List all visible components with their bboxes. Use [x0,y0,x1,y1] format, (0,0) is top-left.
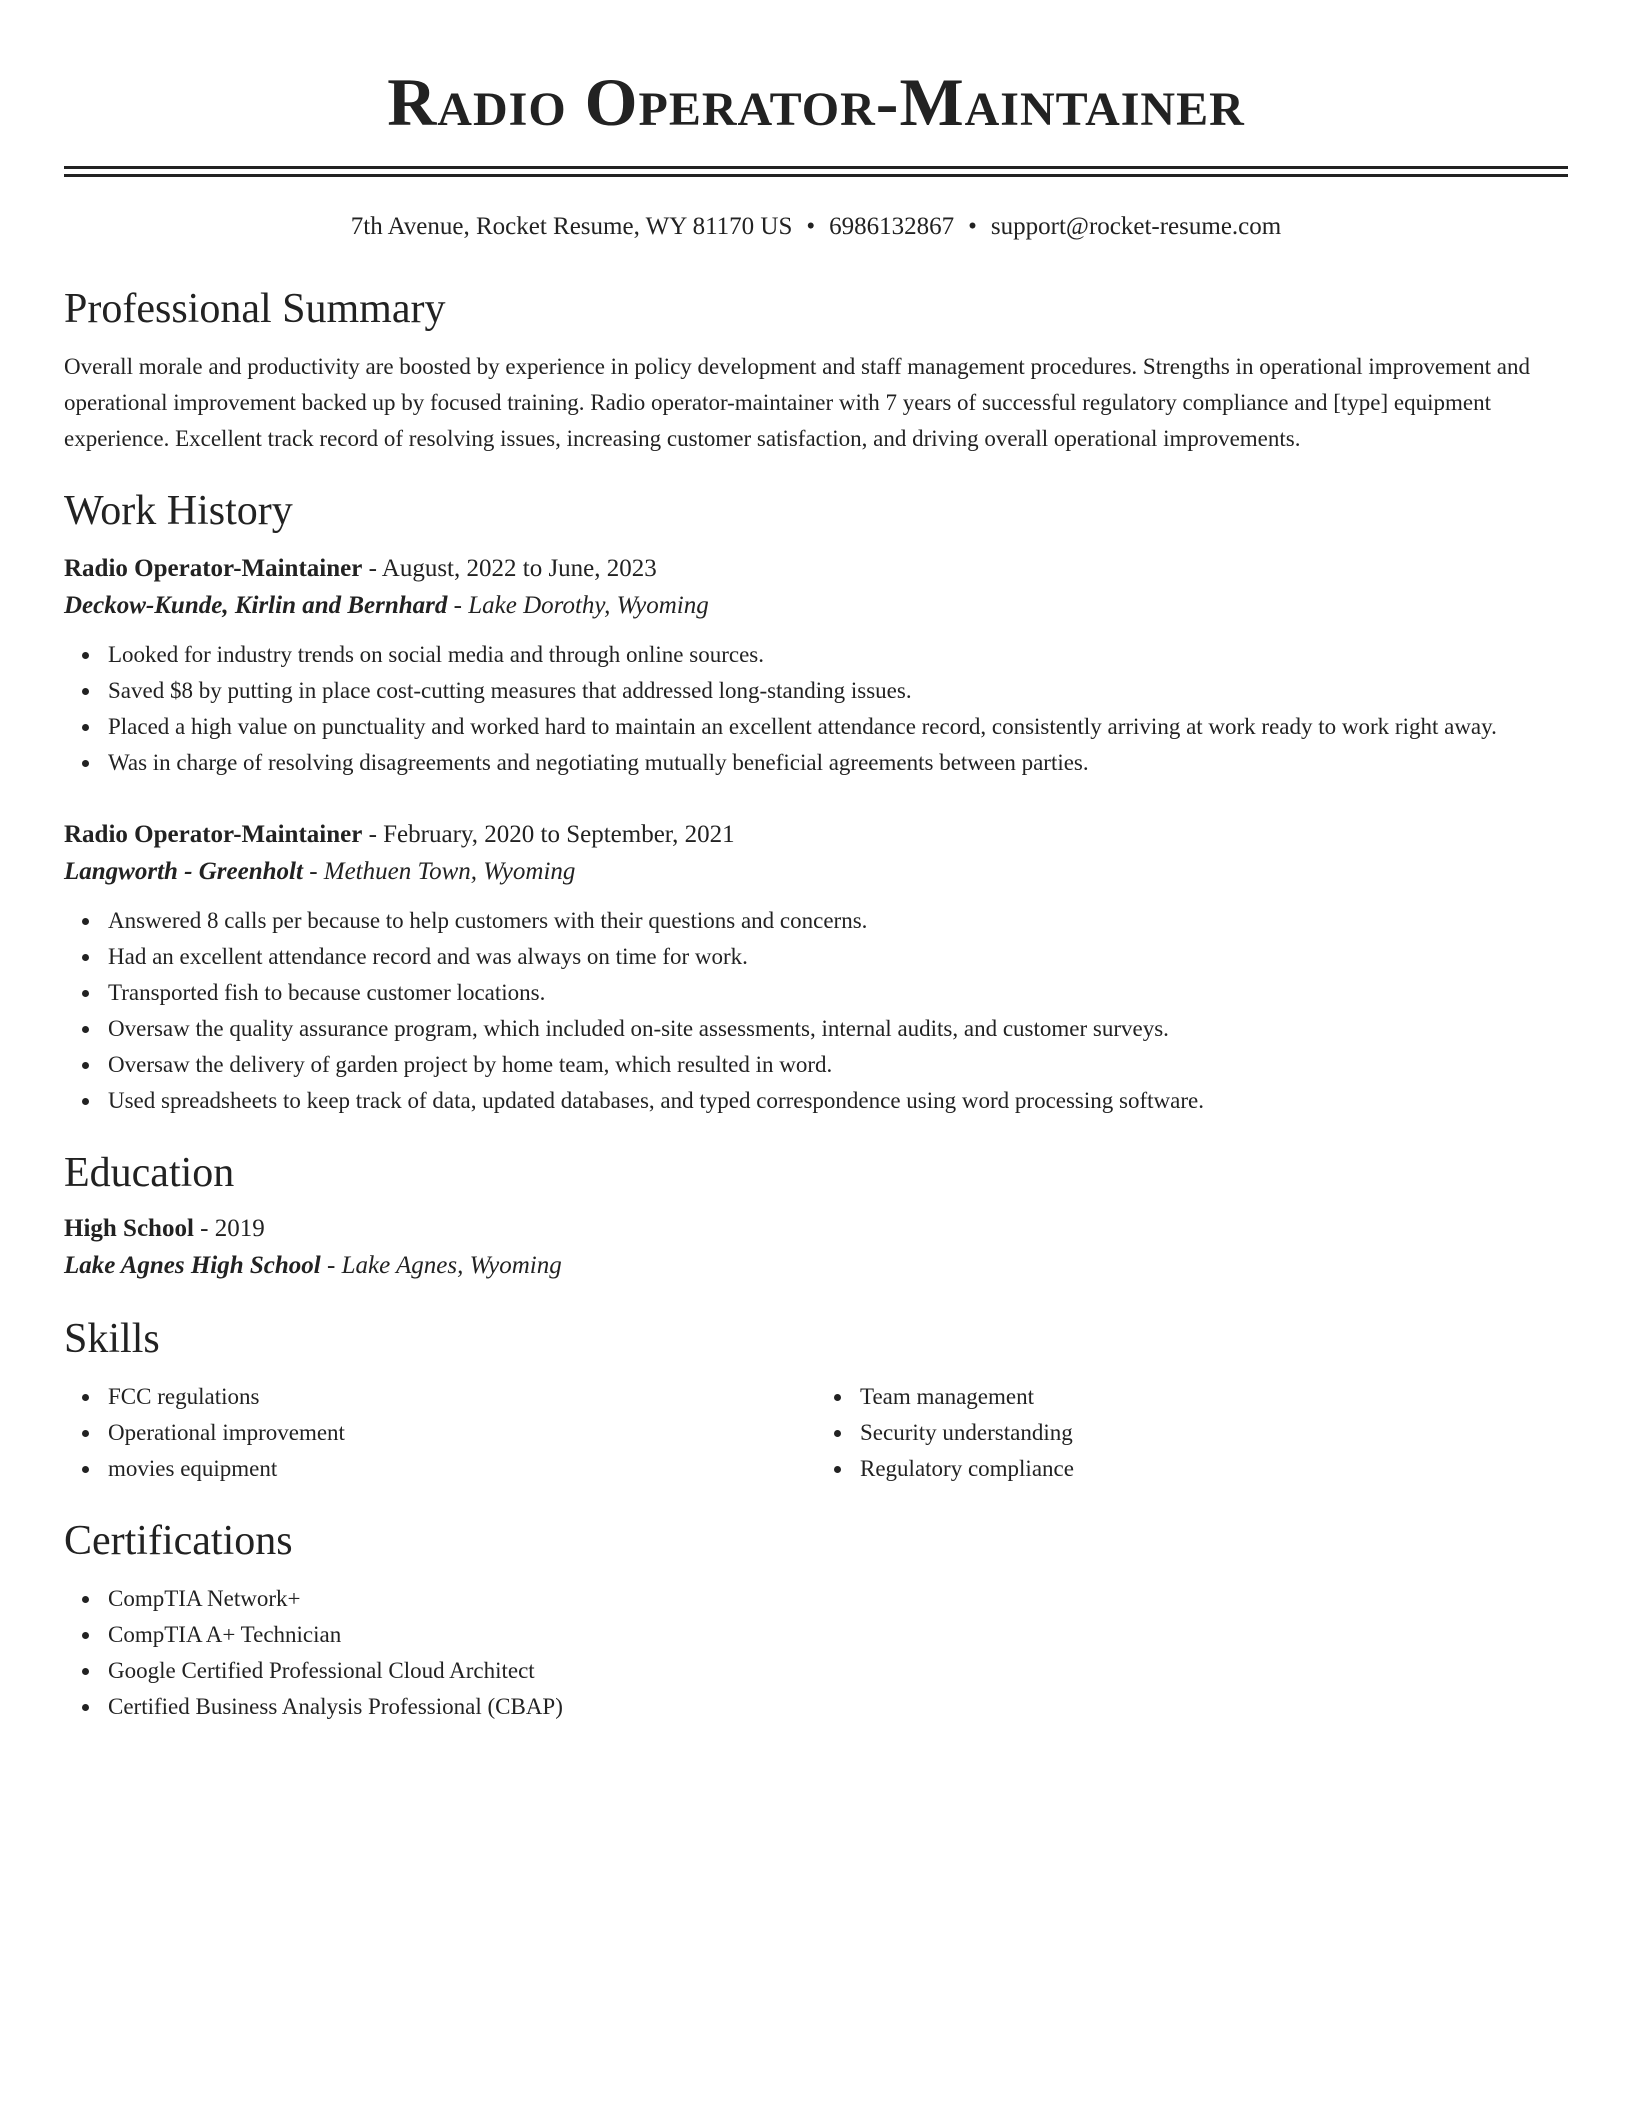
list-item: Looked for industry trends on social media and through online sources. [108,637,1568,673]
contact-line [64,211,1568,243]
education-school: Lake Agnes High School [64,1252,321,1279]
skills-right-column [816,1379,1568,1487]
summary-heading: Professional Summary [64,286,446,332]
list-item: Operational improvement [108,1415,816,1451]
job-company: Langworth - Greenholt [64,858,303,885]
list-item: Oversaw the quality assurance program, which included on-site assessments, internal audits, and customer surveys. [108,1011,1568,1047]
contact-separator: • [806,213,816,240]
skills-columns [64,1379,1568,1487]
contact-separator: • [968,213,977,240]
list-item: Saved $8 by putting in place cost-cutting measures that addressed long-standing issues. [108,673,1568,709]
certifications-list [64,1581,1568,1725]
certifications-heading: Certifications [64,1518,293,1564]
list-item: Was in charge of resolving disagreements and negotiating mutually beneficial agreements between parties. [108,745,1568,781]
contact-phone: 6986132867 [829,213,955,240]
skills-left-column [64,1379,816,1487]
education-degree-line [64,1211,1568,1247]
list-item: Oversaw the delivery of garden project by home team, which resulted in word. [108,1047,1568,1083]
job-dates: - August, 2022 to June, 2023 [362,555,657,582]
list-item: Transported fish to because customer locations. [108,975,1568,1011]
list-item: FCC regulations [108,1379,816,1415]
contact-email: support@rocket-resume.com [990,213,1282,240]
contact-address: 7th Avenue, Rocket Resume, WY 81170 US [350,213,793,240]
job-title-line [64,817,1568,853]
list-item: Had an excellent attendance record and was always on time for work. [108,939,1568,975]
list-item: Security understanding [860,1415,1568,1451]
list-item: Answered 8 calls per because to help customers with their questions and concerns. [108,903,1568,939]
candidate-name: Radio Operator-Maintainer [387,64,1245,140]
list-item: CompTIA Network+ [108,1581,1568,1617]
job-company: Deckow-Kunde, Kirlin and Bernhard [64,592,448,619]
list-item: Certified Business Analysis Professional (CBAP) [108,1689,1568,1725]
list-item: movies equipment [108,1451,816,1487]
list-item: Regulatory compliance [860,1451,1568,1487]
job-bullets [64,903,1568,1119]
job-bullets [64,637,1568,781]
job-company-line [64,587,1568,625]
header-double-rule [64,166,1568,177]
education-entry [64,1211,1568,1285]
job-title: Radio Operator-Maintainer [64,555,363,582]
education-year: - 2019 [193,1215,265,1242]
education-degree: High School [64,1215,194,1242]
job-dates: - February, 2020 to September, 2021 [362,821,735,848]
job-entry [64,551,1568,781]
job-title-line [64,551,1568,587]
job-location: - Methuen Town, Wyoming [302,858,576,885]
list-item: Google Certified Professional Cloud Architect [108,1653,1568,1689]
work-history-heading: Work History [64,488,293,534]
job-title: Radio Operator-Maintainer [64,821,363,848]
resume-page [64,0,1568,1725]
list-item: Placed a high value on punctuality and worked hard to maintain an excellent attendance record, consistently arriving at work ready to work right away. [108,709,1568,745]
list-item: CompTIA A+ Technician [108,1617,1568,1653]
job-company-line [64,853,1568,891]
education-school-line [64,1247,1568,1285]
education-location: - Lake Agnes, Wyoming [320,1252,562,1279]
job-location: - Lake Dorothy, Wyoming [447,592,709,619]
education-heading: Education [64,1150,235,1196]
skills-heading: Skills [64,1316,160,1362]
list-item: Used spreadsheets to keep track of data, updated databases, and typed correspondence using word processing software. [108,1083,1568,1119]
list-item: Team management [860,1379,1568,1415]
job-entry [64,817,1568,1119]
summary-text: Overall morale and productivity are boosted by experience in policy development and staff management procedures. Strengths in operational improvement and operational improvement backed up by focused training. Radio operator-maintainer with 7 years of successful regulatory compliance and [type] equipment experience. Excellent track record of resolving issues, increasing customer satisfaction, and driving overall operational improvements. [64,354,1530,451]
